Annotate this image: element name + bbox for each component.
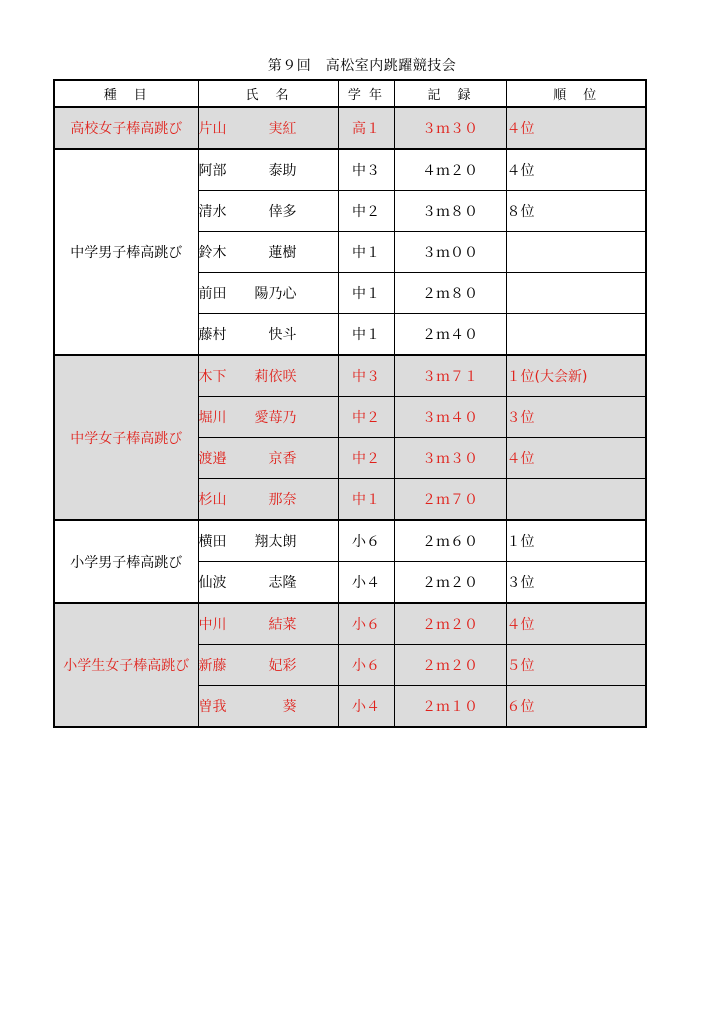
event-cell: 中学男子棒高跳び xyxy=(54,149,198,355)
athlete-name xyxy=(198,355,338,397)
rank-cell: ３位 xyxy=(506,562,646,604)
first-name: 志隆 xyxy=(268,575,297,591)
record-cell: ２ｍ８０ xyxy=(394,273,506,314)
rank-cell xyxy=(506,273,646,314)
last-name: 片山 xyxy=(198,121,227,137)
last-name: 仙波 xyxy=(198,575,227,591)
last-name: 曽我 xyxy=(198,699,227,715)
event-cell: 小学男子棒高跳び xyxy=(54,520,198,603)
last-name: 渡邉 xyxy=(198,451,227,467)
last-name: 堀川 xyxy=(198,410,227,426)
rank-cell xyxy=(506,479,646,521)
rank-cell: ５位 xyxy=(506,645,646,686)
grade-cell: 中１ xyxy=(338,232,394,273)
header-grade: 学 年 xyxy=(338,80,394,107)
athlete-name xyxy=(198,520,338,562)
last-name: 鈴木 xyxy=(198,245,227,261)
rank-cell: ８位 xyxy=(506,191,646,232)
table-row xyxy=(54,107,646,149)
first-name: 倖多 xyxy=(268,204,297,220)
record-cell: ２ｍ７０ xyxy=(394,479,506,521)
rank-cell: ３位 xyxy=(506,397,646,438)
grade-cell: 中２ xyxy=(338,438,394,479)
last-name: 藤村 xyxy=(198,327,227,343)
header-row xyxy=(54,80,646,107)
table-row xyxy=(54,603,646,645)
record-cell: ２ｍ６０ xyxy=(394,520,506,562)
record-cell: ４ｍ２０ xyxy=(394,149,506,191)
grade-cell: 小６ xyxy=(338,603,394,645)
record-cell: ２ｍ１０ xyxy=(394,686,506,728)
last-name: 中川 xyxy=(198,617,227,633)
last-name: 横田 xyxy=(198,534,227,550)
first-name: 蓮樹 xyxy=(268,245,297,261)
record-cell: ３ｍ７１ xyxy=(394,355,506,397)
grade-cell: 小４ xyxy=(338,686,394,728)
rank-cell: ４位 xyxy=(506,603,646,645)
grade-cell: 中１ xyxy=(338,479,394,521)
first-name: 快斗 xyxy=(268,327,297,343)
record-cell: ３ｍ４０ xyxy=(394,397,506,438)
last-name: 阿部 xyxy=(198,163,227,179)
event-cell: 高校女子棒高跳び xyxy=(54,107,198,149)
first-name: 結菜 xyxy=(268,617,297,633)
grade-cell: 小６ xyxy=(338,645,394,686)
grade-cell: 中１ xyxy=(338,314,394,356)
table-row xyxy=(54,520,646,562)
rank-cell: ４位 xyxy=(506,107,646,149)
grade-cell: 小４ xyxy=(338,562,394,604)
record-cell: ２ｍ２０ xyxy=(394,603,506,645)
first-name: 莉依咲 xyxy=(254,369,297,385)
athlete-name xyxy=(198,314,338,356)
first-name: 那奈 xyxy=(268,492,297,508)
record-cell: ２ｍ４０ xyxy=(394,314,506,356)
header-rank: 順 位 xyxy=(506,80,646,107)
athlete-name xyxy=(198,645,338,686)
rank-cell: １位(大会新) xyxy=(506,355,646,397)
athlete-name xyxy=(198,438,338,479)
event-cell: 中学女子棒高跳び xyxy=(54,355,198,520)
first-name: 泰助 xyxy=(268,163,297,179)
athlete-name xyxy=(198,479,338,521)
record-cell: ２ｍ２０ xyxy=(394,645,506,686)
rank-cell xyxy=(506,314,646,356)
results-table xyxy=(53,79,647,728)
record-cell: ２ｍ２０ xyxy=(394,562,506,604)
table-row xyxy=(54,355,646,397)
grade-cell: 中１ xyxy=(338,273,394,314)
event-cell: 小学生女子棒高跳び xyxy=(54,603,198,727)
last-name: 杉山 xyxy=(198,492,227,508)
header-record: 記 録 xyxy=(394,80,506,107)
first-name: 京香 xyxy=(268,451,297,467)
grade-cell: 高１ xyxy=(338,107,394,149)
athlete-name xyxy=(198,273,338,314)
grade-cell: 中３ xyxy=(338,355,394,397)
first-name: 愛苺乃 xyxy=(254,410,297,426)
rank-cell: ４位 xyxy=(506,438,646,479)
record-cell: ３ｍ００ xyxy=(394,232,506,273)
page-title: 第９回 高松室内跳躍競技会 xyxy=(267,58,457,74)
athlete-name xyxy=(198,686,338,728)
last-name: 清水 xyxy=(198,204,227,220)
grade-cell: 中２ xyxy=(338,397,394,438)
first-name: 陽乃心 xyxy=(254,286,297,302)
first-name: 葵 xyxy=(282,699,297,715)
last-name: 新藤 xyxy=(198,658,227,674)
first-name: 翔太朗 xyxy=(254,534,297,550)
athlete-name xyxy=(198,562,338,604)
grade-cell: 中３ xyxy=(338,149,394,191)
rank-cell: １位 xyxy=(506,520,646,562)
record-cell: ３ｍ３０ xyxy=(394,438,506,479)
record-cell: ３ｍ８０ xyxy=(394,191,506,232)
rank-cell xyxy=(506,232,646,273)
rank-cell: ４位 xyxy=(506,149,646,191)
athlete-name xyxy=(198,191,338,232)
first-name: 実紅 xyxy=(268,121,297,137)
grade-cell: 中２ xyxy=(338,191,394,232)
last-name: 木下 xyxy=(198,369,227,385)
header-event: 種 目 xyxy=(54,80,198,107)
athlete-name xyxy=(198,149,338,191)
record-cell: ３ｍ３０ xyxy=(394,107,506,149)
athlete-name xyxy=(198,232,338,273)
athlete-name xyxy=(198,107,338,149)
table-row xyxy=(54,149,646,191)
rank-cell: ６位 xyxy=(506,686,646,728)
grade-cell: 小６ xyxy=(338,520,394,562)
header-name: 氏 名 xyxy=(198,80,338,107)
first-name: 妃彩 xyxy=(268,658,297,674)
athlete-name xyxy=(198,397,338,438)
athlete-name xyxy=(198,603,338,645)
last-name: 前田 xyxy=(198,286,227,302)
